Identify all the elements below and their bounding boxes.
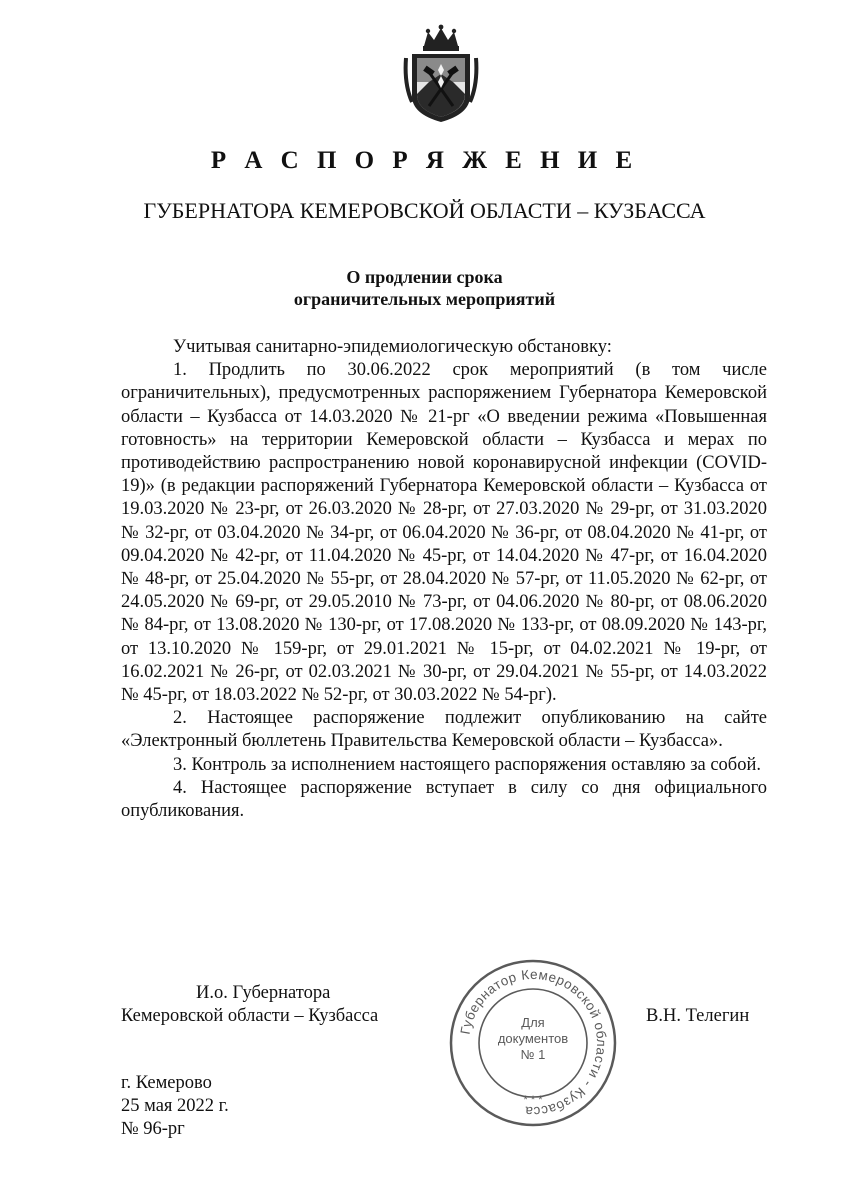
item-2-paragraph: 2. Настоящее распоряжение подлежит опубликованию на сайте «Электронный бюллетень Правительства Кемеровской области – Кузбасса». [121, 708, 767, 752]
stamp-center-line-2: документов [497, 1031, 569, 1046]
signatory-title-line-1: И.о. Губернатора [196, 983, 331, 1003]
document-body [121, 336, 767, 823]
document-subject [0, 266, 849, 310]
signatory-title [121, 982, 378, 1028]
stamp-stars: * * * [523, 1094, 543, 1106]
intro-paragraph: Учитывая санитарно-эпидемиологическую обстановку: [173, 337, 612, 357]
city: г. Кемерово [121, 1073, 212, 1093]
item-3-paragraph: 3. Контроль за исполнением настоящего распоряжения оставляю за собой. [173, 754, 761, 775]
stamp-center-line-1: Для [521, 1015, 545, 1030]
place-and-date [121, 1072, 229, 1141]
item-4-paragraph: 4. Настоящее распоряжение вступает в силу со дня официального опубликования. [121, 777, 767, 822]
document-date: 25 мая 2022 г. [121, 1096, 229, 1116]
document-type-heading: Р А С П О Р Я Ж Е Н И Е [210, 147, 639, 174]
stamp-ring-text: Губернатор Кемеровской области - Кузбасса [457, 966, 610, 1120]
signatory-title-line-2: Кемеровской области – Кузбасса [121, 1006, 379, 1026]
subject-line-2: ограничительных мероприятий [293, 289, 556, 309]
issuer-heading: ГУБЕРНАТОРА КЕМЕРОВСКОЙ ОБЛАСТИ – КУЗБАССА [143, 198, 706, 223]
document-number: № 96-рг [121, 1119, 185, 1139]
stamp-center-line-3: № 1 [520, 1047, 546, 1062]
subject-line-1: О продлении срока [346, 267, 503, 287]
signatory-name: В.Н. Телегин [646, 1006, 750, 1026]
coat-of-arms-icon [402, 24, 480, 124]
item-1-paragraph: 1. Продлить по 30.06.2022 срок мероприятий (в том числе ограничительных), предусмотренных распоряжением Губернатора Кемеровской области – Кузбасса от 14.03.2020 № 21-рг «О введении режима «Повышенная готовность» на территории Кемеровской области – Кузбасса и мерах по противодействию распространению новой коронавирусной инфекции (COVID-19)» (в редакции распоряжений Губернатора Кемеровской области – Кузбасса от 19.03.2020 № 23-рг, от 26.03.2020 № 28-рг, от 27.03.2020 № 29-рг, от 31.03.2020 № 32-рг, от 03.04.2020 № 34-рг, от 06.04.2020 № 36-рг, от 08.04.2020 № 41-рг, от 09.04.2020 № 42-рг, от 11.04.2020 № 45-рг, от 14.04.2020 № 47-рг, от 16.04.2020 № 48-рг, от 25.04.2020 № 55-рг, от 28.04.2020 № 57-рг, от 11.05.2020 № 62-рг, от 24.05.2020 № 69-рг, от 29.05.2010 № 73-рг, от 04.06.2020 № 80-рг, от 08.06.2020 № 84-рг, от 13.08.2020 № 130-рг, от 17.08.2020 № 133-рг, от 08.09.2020 № 143-рг, от 13.10.2020 № 159-рг, от 29.01.2021 № 15-рг, от 04.02.2021 № 19-рг, от 16.02.2021 № 26-рг, от 02.03.2021 № 30-рг, от 29.04.2021 № 55-рг, от 14.03.2022 № 45-рг, от 18.03.2022 № 52-рг, от 30.03.2022 № 54-рг). [121, 360, 767, 706]
official-stamp [447, 957, 619, 1129]
